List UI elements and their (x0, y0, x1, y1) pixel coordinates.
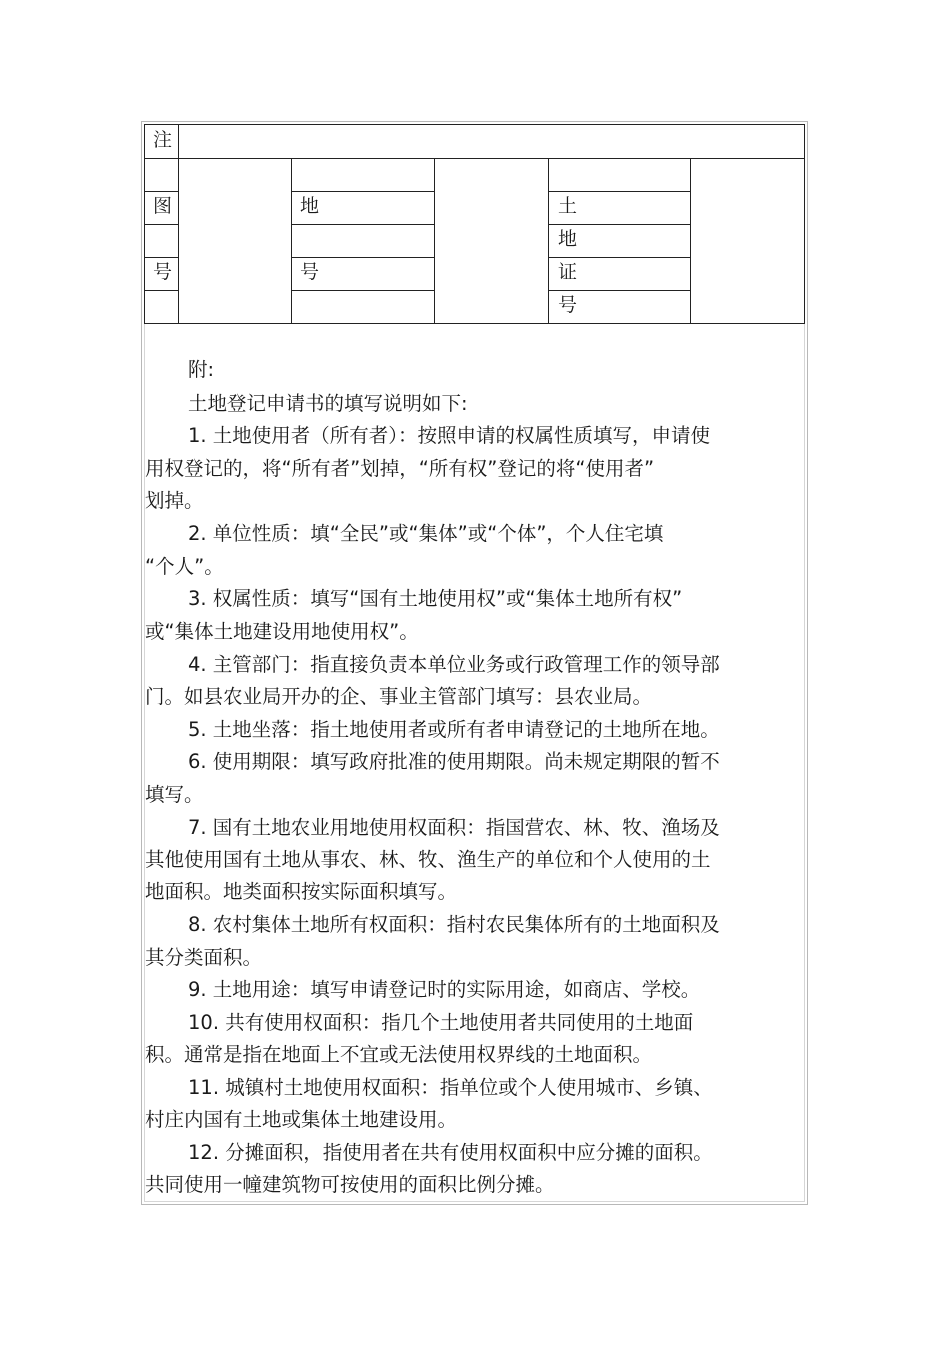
instruction-line: 地面积。地类面积按实际面积填写。 (145, 880, 458, 903)
tu-hao-label: 号 (153, 261, 173, 283)
table-line (548, 257, 691, 258)
instruction-line: 10. 共有使用权面积：指几个土地使用者共同使用的土地面 (188, 1011, 694, 1034)
instruction-line: 村庄内国有土地或集体土地建设用。 (145, 1108, 458, 1131)
instruction-line: 其他使用国有土地从事农、林、牧、渔生产的单位和个人使用的土 (145, 848, 711, 871)
table-line (548, 224, 691, 225)
table-line (291, 290, 434, 291)
instruction-line: 3. 权属性质：填写“国有土地使用权”或“集体土地所有权” (188, 587, 683, 610)
table-line (144, 290, 179, 291)
instruction-line: 5. 土地坐落：指土地使用者或所有者申请登记的土地所在地。 (188, 718, 720, 741)
table-line (291, 224, 434, 225)
instruction-line: 1. 土地使用者（所有者）：按照申请的权属性质填写，申请使 (188, 424, 711, 447)
instructions-intro: 土地登记申请书的填写说明如下: (188, 392, 468, 415)
instruction-line: 其分类面积。 (145, 946, 263, 969)
instruction-line: 7. 国有土地农业用地使用权面积：指国营农、林、牧、渔场及 (188, 816, 720, 839)
instruction-line: 8. 农村集体土地所有权面积：指村农民集体所有的土地面积及 (188, 913, 720, 936)
note-label: 注 (153, 129, 173, 151)
instruction-line: 或“集体土地建设用地使用权”。 (145, 620, 419, 643)
table-line (548, 158, 549, 324)
table-line (144, 124, 145, 324)
instruction-line: 填写。 (145, 783, 204, 806)
instruction-line: 2. 单位性质：填“全民”或“集体”或“个体”，个人住宅填 (188, 522, 664, 545)
instruction-line: 共同使用一幢建筑物可按使用的面积比例分摊。 (145, 1173, 555, 1196)
instruction-line: 12. 分摊面积，指使用者在共有使用权面积中应分摊的面积。 (188, 1141, 713, 1164)
tudi-zheng-hao-label: 地 (558, 228, 578, 250)
table-line (144, 323, 805, 324)
table-line (144, 124, 805, 125)
instruction-line: 用权登记的，将“所有者”划掉，“所有权”登记的将“使用者” (145, 457, 655, 480)
tu-hao-label: 图 (153, 195, 173, 217)
appendix-heading: 附: (188, 358, 215, 381)
di-hao-label: 号 (300, 261, 320, 283)
table-line (804, 124, 805, 324)
instruction-line: 9. 土地用途：填写申请登记时的实际用途，如商店、学校。 (188, 978, 701, 1001)
tudi-zheng-hao-label: 号 (558, 294, 578, 316)
instruction-line: 门。如县农业局开办的企、事业主管部门填写：县农业局。 (145, 685, 653, 708)
table-line (291, 191, 434, 192)
instruction-line: “个人”。 (145, 555, 224, 578)
table-line (548, 290, 691, 291)
table-line (144, 158, 805, 159)
instruction-line: 积。通常是指在地面上不宜或无法使用权界线的土地面积。 (145, 1043, 653, 1066)
tudi-zheng-hao-label: 土 (558, 195, 578, 217)
table-line (690, 158, 691, 324)
table-line (144, 191, 179, 192)
di-hao-label: 地 (300, 195, 320, 217)
tudi-zheng-hao-label: 证 (558, 261, 578, 283)
instruction-line: 11. 城镇村土地使用权面积：指单位或个人使用城市、乡镇、 (188, 1076, 713, 1099)
table-line (434, 158, 435, 324)
instruction-line: 划掉。 (145, 489, 204, 512)
table-line (178, 124, 179, 324)
table-line (144, 257, 179, 258)
table-line (291, 257, 434, 258)
instruction-line: 6. 使用期限：填写政府批准的使用期限。尚未规定期限的暂不 (188, 750, 720, 773)
table-line (548, 191, 691, 192)
table-line (291, 158, 292, 324)
instruction-line: 4. 主管部门：指直接负责本单位业务或行政管理工作的领导部 (188, 653, 720, 676)
table-line (144, 224, 179, 225)
